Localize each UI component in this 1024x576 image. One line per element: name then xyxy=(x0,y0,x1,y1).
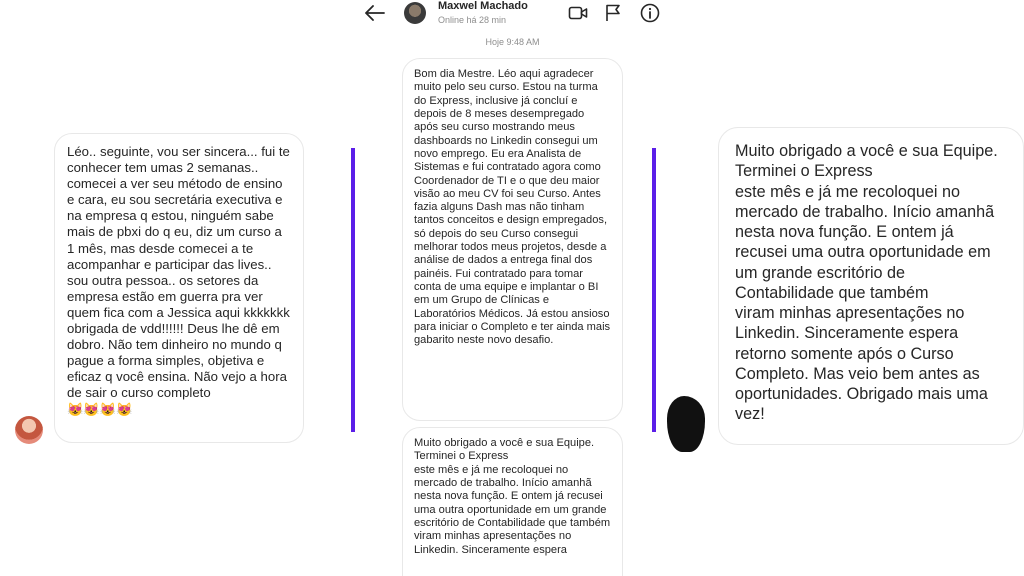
video-call-icon[interactable] xyxy=(568,5,588,21)
flag-icon[interactable] xyxy=(605,4,621,22)
divider-left xyxy=(351,148,355,432)
divider-right xyxy=(652,148,656,432)
message-timestamp: Hoje 9:48 AM xyxy=(485,37,540,47)
back-arrow-icon[interactable] xyxy=(364,4,386,22)
chat-message-bubble: Bom dia Mestre. Léo aqui agradecer muito pelo seu curso. Estou na turma do Express, inclusive já concluí e depois de 8 meses desempregado após seu curso mostrando meus dashboards no Linkedin consegui um novo emprego. Eu era Analista de Sistemas e fui contratado agora como Coordenador de TI e o que deu maior visão ao meu CV foi seu Curso. Antes fazia alguns Dash mas não tinham tantos conceitos e design empregados, só depois do seu Curso consegui melhorar todos meus projetos, desde a análise de dados a entrega final dos painéis. Fui contratado para tomar conta de uma equipe e implantar o BI em um Grupo de Clínicas e Laboratórios Médicos. Já estou ansioso para iniciar o Completo e ter ainda mais gabarito neste novo desafio. xyxy=(402,58,623,421)
info-icon[interactable] xyxy=(640,3,660,23)
chat-header xyxy=(356,0,669,30)
right-message-bubble: Muito obrigado a você e sua Equipe. Terminei o Express este mês e já me recoloquei no mercado de trabalho. Início amanhã nesta nova função. E ontem já recusei uma outra oportunidade em um grande escritório de Contabilidade que também viram minhas apresentações no Linkedin. Sinceramente espera retorno somente após o Curso Completo. Mas veio bem antes as oportunidades. Obrigado mais uma vez! xyxy=(718,127,1024,445)
contact-name[interactable]: Maxwel Machado xyxy=(438,0,528,12)
contact-avatar[interactable] xyxy=(404,2,426,24)
sender-avatar xyxy=(667,396,705,452)
contact-status: Online há 28 min xyxy=(438,15,507,25)
chat-message-bubble: Muito obrigado a você e sua Equipe. Terminei o Express este mês e já me recoloquei no mercado de trabalho. Início amanhã nesta nova função. E ontem já recusei uma outra oportunidade em um grande escritório de Contabilidade que também viram minhas apresentações no Linkedin. Sinceramente espera xyxy=(402,427,623,576)
left-message-bubble: Léo.. seguinte, vou ser sincera... fui te conhecer tem umas 2 semanas.. comecei a ver seu método de ensino e cara, eu sou secretária executiva e na empresa q estou, ninguém sabe mais de pbxi do q eu, diz um curso a 1 mês, mas desde comecei a te acompanhar e participar das lives.. sou outra pessoa.. os setores da empresa estão em guerra pra ver quem fica com a Jessica aqui kkkkkkk obrigada de vdd!!!!!! Deus lhe dê em dobro. Não tem dinheiro no mundo q pague a forma simples, objetiva e eficaz q você ensina. Não vejo a hora de sair o curso completo 😻😻😻😻 xyxy=(54,133,304,443)
chat-screen xyxy=(356,0,669,576)
sender-avatar xyxy=(15,416,43,444)
